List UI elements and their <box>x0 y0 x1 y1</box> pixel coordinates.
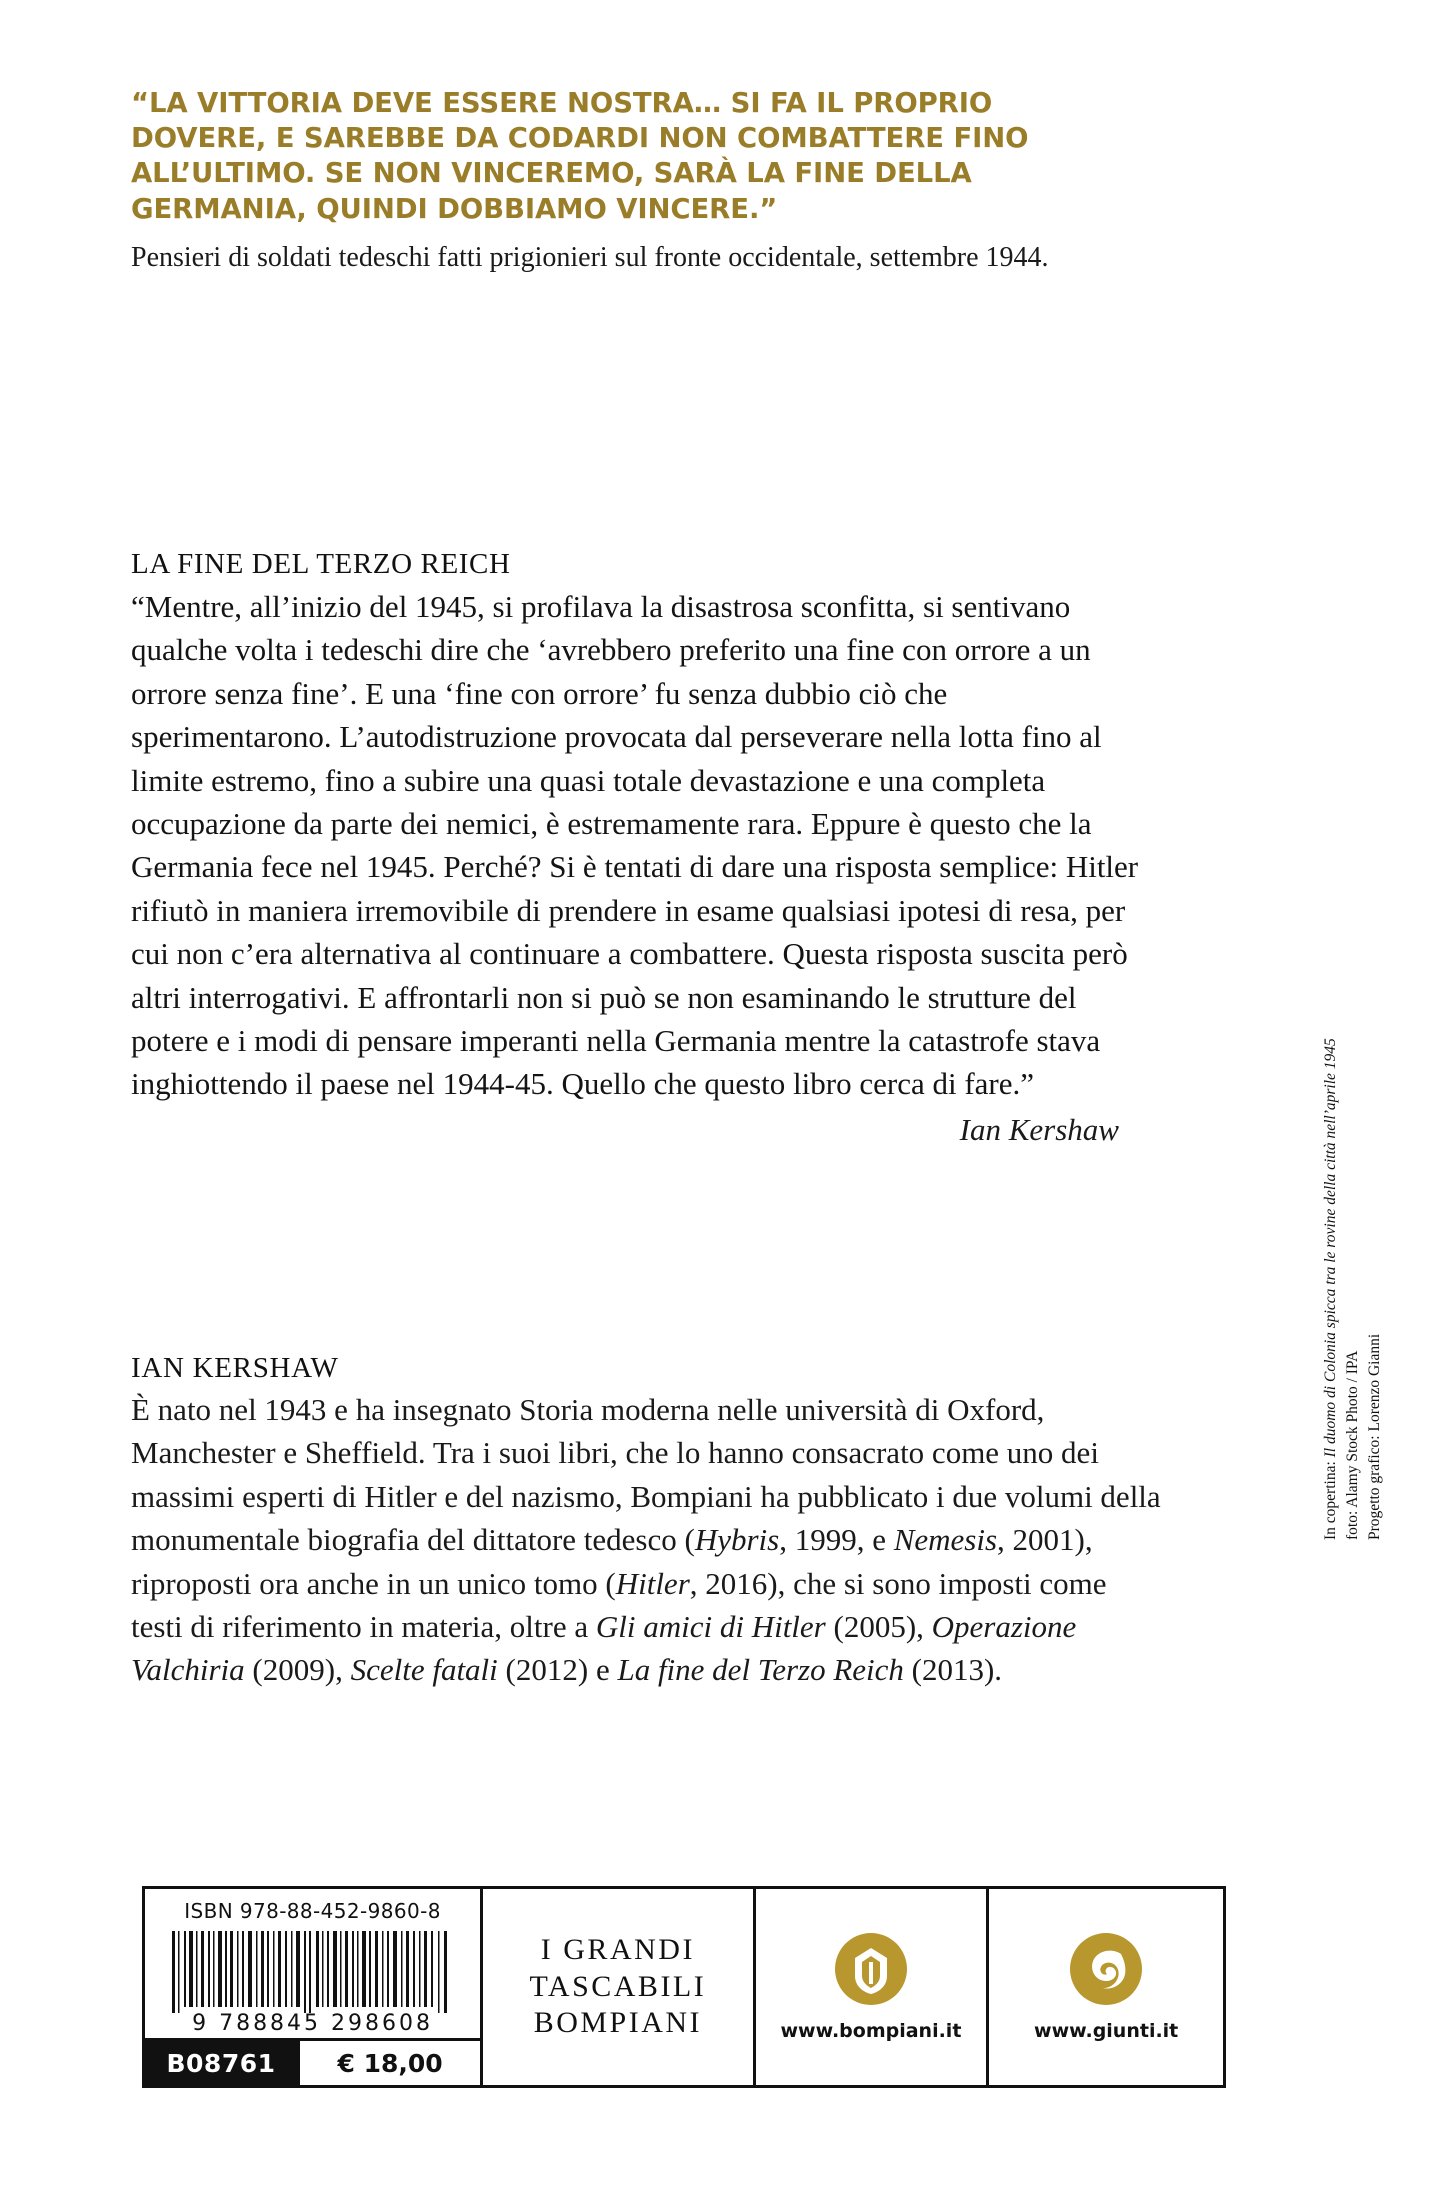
bio-text-3: , 2001), riproposti ora anche in un unico tomo ( <box>131 1522 1093 1601</box>
book-title-hybris: Hybris <box>694 1522 780 1558</box>
pull-quote-headline: “LA VITTORIA DEVE ESSERE NOSTRA… SI FA IL PROPRIO DOVERE, E SAREBBE DA CODARDI NON COMBATTERE FINO ALL’ULTIMO. SE NON VINCEREMO, SARÀ LA FINE DELLA GERMANIA, QUINDI DOBBIAMO VINCERE.” <box>131 87 1029 225</box>
book-title-scelte-fatali: Scelte fatali <box>350 1652 498 1688</box>
excerpt-block <box>131 548 1141 1148</box>
author-bio-text <box>131 1388 1161 1692</box>
giunti-cell <box>989 1889 1223 2085</box>
imprint-cell <box>483 1889 755 2085</box>
credits-line-3: Progetto grafico: Lorenzo Gianni <box>1366 1333 1383 1540</box>
bio-text-1: È nato nel 1943 e ha insegnato Storia moderna nelle università di Oxford, Manchester e Sheffield. Tra i suoi libri, che lo hanno consacrato come uno dei massimi esperti di Hitler e del nazismo, Bompiani ha pubblicato i due volumi della monumentale biografia del dittatore tedesco ( <box>131 1392 1161 1558</box>
product-code: B08761 <box>145 2041 297 2085</box>
excerpt-text: “Mentre, all’inizio del 1945, si profilava la disastrosa sconfitta, si sentivano qualche volta i tedeschi dire che ‘avrebbero preferito una fine con orrore a un orrore senza fine’. E una ‘fine con orrore’ fu senza dubbio ciò che sperimentarono. L’autodistruzione provocata dal perseverare nella lotta fino al limite estremo, fino a subire una quasi totale devastazione e una completa occupazione da parte dei nemici, è estremamente rara. Eppure è questo che la Germania fece nel 1945. Perché? Si è tentati di dare una risposta semplice: Hitler rifiutò in maniera irremovibile di prendere in esame qualsiasi ipotesi di resa, per cui non c’era alternativa al continuare a combattere. Questa risposta suscita però altri interrogativi. E affrontarli non si può se non esaminando le strutture del potere e i modi di pensare imperanti nella Germania mentre la catastrofe stava inghiottendo il paese nel 1944-45. Quello che questo libro cerca di fare.” <box>131 589 1139 1102</box>
giunti-url[interactable]: www.giunti.it <box>1034 2020 1179 2042</box>
imprint-line-1: I GRANDI <box>540 1933 695 1967</box>
bio-text-6: (2009), <box>244 1652 351 1688</box>
author-bio-block <box>131 1352 1161 1692</box>
credits-prefix: In copertina: <box>1322 1457 1339 1540</box>
imprint-line-3: BOMPIANI <box>533 2006 703 2040</box>
price-row <box>145 2038 480 2085</box>
pull-quote-block <box>131 86 1071 277</box>
barcode-icon <box>168 1931 458 2013</box>
bompiani-logo-icon <box>834 1932 908 2006</box>
book-title-nemesis: Nemesis <box>893 1522 998 1558</box>
bio-text-2: , 1999, e <box>779 1522 894 1558</box>
isbn-cell <box>145 1889 483 2085</box>
book-title-operazione-valchiria: Operazione Valchiria <box>131 1608 1077 1688</box>
footer-strip <box>142 1886 1226 2088</box>
imprint-name <box>529 1932 706 2042</box>
pull-quote-source: Pensieri di soldati tedeschi fatti prigionieri sul fronte occidentale, settembre 1944. <box>131 241 1049 273</box>
isbn-text: ISBN 978-88-452-9860-8 <box>184 1899 441 1923</box>
bompiani-cell <box>756 1889 990 2085</box>
price-value: € 18,00 <box>297 2041 480 2085</box>
bio-text-5: (2005), <box>825 1608 932 1644</box>
barcode-digits: 9 788845 298608 <box>192 2011 434 2036</box>
book-title-la-fine-del-terzo-reich: La fine del Terzo Reich <box>617 1652 904 1688</box>
author-name: IAN KERSHAW <box>131 1352 339 1384</box>
book-title-gli-amici-di-hitler: Gli amici di Hitler <box>595 1608 826 1644</box>
bio-text-4: , 2016), che si sono imposti come testi di riferimento in materia, oltre a <box>131 1565 1107 1644</box>
excerpt-section-title: LA FINE DEL TERZO REICH <box>131 548 511 580</box>
giunti-logo-icon <box>1069 1932 1143 2006</box>
bio-text-7: (2012) e <box>497 1652 618 1688</box>
excerpt-attribution: Ian Kershaw <box>959 1111 1119 1147</box>
credits-line-2: foto: Alamy Stock Photo / IPA <box>1344 1350 1361 1540</box>
bio-text-8: (2013). <box>903 1652 1003 1688</box>
credits-line-1 <box>1320 980 1342 1540</box>
cover-credits <box>1320 980 1386 1540</box>
bompiani-url[interactable]: www.bompiani.it <box>780 2020 962 2042</box>
credits-photo-title: Il duomo di Colonia spicca tra le rovine della città nell’aprile 1945 <box>1322 1038 1339 1458</box>
book-title-hitler: Hitler <box>615 1565 690 1601</box>
imprint-line-2: TASCABILI <box>529 1969 707 2003</box>
